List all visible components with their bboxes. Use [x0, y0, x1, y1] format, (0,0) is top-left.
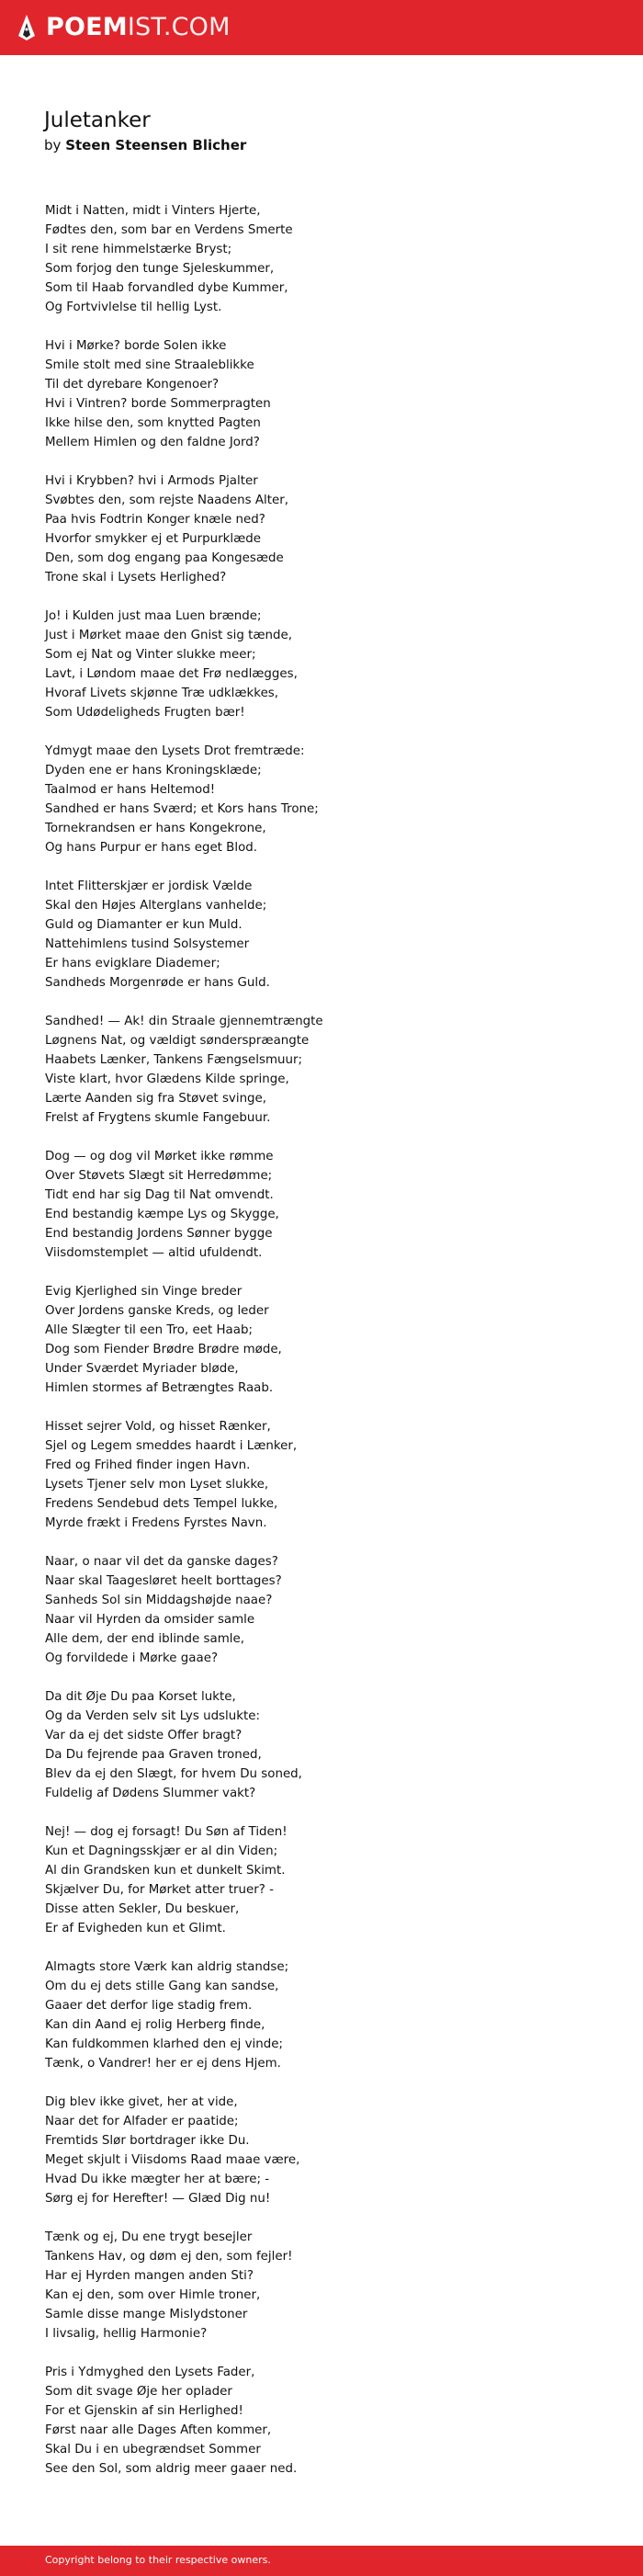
brand-strong: POEM [46, 13, 128, 41]
stanza [45, 877, 323, 993]
poem-line: Sandhed! — Ak! din Straale gjennemtrængte [45, 1015, 323, 1028]
poem-line: Skal den Højes Alterglans vanhelde; [45, 899, 267, 913]
poem-line: For et Gjenskin af sin Herlighed! [45, 2404, 243, 2418]
site-name [46, 13, 231, 42]
poem-line: Tænk, o Vandrer! her er ej dens Hjem. [45, 2057, 281, 2071]
poem-line: Var da ej det sidste Offer bragt? [45, 1729, 243, 1742]
poem-line: Mellem Himlen og den faldne Jord? [45, 436, 260, 449]
poem-line: I livsalig, hellig Harmonie? [45, 2327, 208, 2341]
poem-line: Gaaer det derfor lige stadig frem. [45, 1999, 253, 2013]
site-logo[interactable] [17, 13, 231, 42]
poem-line: End bestandig Jordens Sønner bygge [45, 1227, 273, 1241]
poem-line: End bestandig kæmpe Lys og Skygge, [45, 1208, 279, 1221]
poem-line: Og da Verden selv sit Lys udslukte: [45, 1709, 261, 1723]
poem-line: Ydmygt maae den Lysets Drot fremtræde: [45, 744, 305, 758]
poem-line: Skjælver Du, for Mørket atter truer? - [45, 1883, 274, 1897]
poem-line: Som forjog den tunge Sjeleskummer, [45, 262, 275, 276]
stanza [45, 1958, 323, 2073]
poem-line: Just i Mørket maae den Gnist sig tænde, [45, 629, 293, 642]
poem-line: Blev da ej den Slægt, for hvem Du soned, [45, 1767, 302, 1781]
poem-line: See den Sol, som aldrig meer gaaer ned. [45, 2462, 298, 2476]
by-label: by [44, 137, 62, 153]
poem-line: Over Jordens ganske Kreds, og leder [45, 1304, 269, 1318]
stanza [45, 1687, 323, 1803]
poem-line: Først naar alle Dages Aften kommer, [45, 2423, 272, 2437]
poem-line: Er hans evigklare Diademer; [45, 957, 220, 970]
stanza [45, 1282, 323, 1398]
poem-line: Viisdomstemplet — altid ufuldendt. [45, 1246, 263, 1260]
poem-line: Hvi i Krybben? hvi i Armods Pjalter [45, 474, 258, 488]
stanza [45, 607, 323, 722]
poem-line: Fred og Frihed finder ingen Havn. [45, 1458, 251, 1472]
poem-line: Sandhed er hans Sværd; et Kors hans Trone; [45, 802, 319, 816]
poem-line: Intet Flitterskjær er jordisk Vælde [45, 879, 253, 893]
poem-line: Tornekrandsen er hans Kongekrone, [45, 822, 266, 835]
poem-line: Lavt, i Løndom maae det Frø nedlægges, [45, 667, 298, 681]
poem-line: Dog — og dog vil Mørket ikke rømme [45, 1150, 274, 1163]
poem-line: Sjel og Legem smeddes haardt i Lænker, [45, 1439, 298, 1453]
poem-line: Alle Slægter til een Tro, eet Haab; [45, 1323, 253, 1337]
poem-line: Hvorfor smykker ej et Purpurklæde [45, 532, 261, 546]
poem-line: Har ej Hyrden mangen anden Sti? [45, 2269, 254, 2283]
poem-line: Paa hvis Fodtrin Konger knæle ned? [45, 513, 265, 527]
poem-line: Jo! i Kulden just maa Luen brænde; [45, 609, 262, 623]
poem-line: Kan ej den, som over Himle troner, [45, 2288, 261, 2302]
poem-line: Til det dyrebare Kongenoer? [45, 378, 220, 392]
poem-line: Dyden ene er hans Kroningsklæde; [45, 764, 262, 777]
poem-line: Og hans Purpur er hans eget Blod. [45, 841, 258, 855]
poem-line: Alle dem, der end iblinde samle, [45, 1632, 244, 1646]
poem-line: Som Udødeligheds Frugten bær! [45, 706, 245, 720]
poem-line: Lysets Tjener selv mon Lyset slukke, [45, 1478, 269, 1492]
poem-line: Fremtids Slør bortdrager ikke Du. [45, 2134, 250, 2148]
poem-line: Meget skjult i Viisdoms Raad maae være, [45, 2153, 300, 2167]
poem-line: Naar det for Alfader er paatide; [45, 2115, 239, 2128]
poem-line: Som dit svage Øje her oplader [45, 2385, 232, 2399]
poem-line: Ikke hilse den, som knytted Pagten [45, 416, 261, 430]
stanza [45, 2093, 323, 2208]
poem-body [45, 201, 323, 2498]
poem-line: Sørg ej for Herefter! — Glæd Dig nu! [45, 2192, 271, 2206]
poem-line: Skal Du i en ubegrændset Sommer [45, 2443, 261, 2457]
poem-line: I sit rene himmelstærke Bryst; [45, 243, 232, 256]
byline [44, 136, 246, 154]
poem-line: Tankens Hav, og døm ej den, som fejler! [45, 2250, 293, 2264]
poem-line: Nej! — dog ej forsagt! Du Søn af Tiden! [45, 1825, 288, 1839]
poem-line: Kan fuldkommen klarhed den ej vinde; [45, 2037, 283, 2051]
brand-light: IST.COM [127, 13, 231, 41]
stanza [45, 201, 323, 317]
poem-line: Over Støvets Slægt sit Herredømme; [45, 1169, 273, 1183]
stanza [45, 1012, 323, 1128]
poem-line: Er af Evigheden kun et Glimt. [45, 1922, 226, 1935]
poem-line: Og forvildede i Mørke gaae? [45, 1651, 219, 1665]
poem-line: Da Du fejrende paa Graven troned, [45, 1748, 262, 1762]
poem-line: Naar skal Taagesløret heelt borttages? [45, 1574, 282, 1588]
poem-line: Haabets Lænker, Tankens Fængselsmuur; [45, 1053, 303, 1067]
poem-line: Guld og Diamanter er kun Muld. [45, 918, 243, 932]
poem-line: Kun et Dagningsskjær er al din Viden; [45, 1844, 278, 1858]
poem-line: Frelst af Frygtens skumle Fangebuur. [45, 1111, 271, 1125]
pen-nib-icon [17, 14, 37, 41]
poem-line: Myrde frækt i Fredens Fyrstes Navn. [45, 1516, 267, 1530]
poem-line: Tænk og ej, Du ene trygt besejler [45, 2230, 253, 2244]
poem-line: Evig Kjerlighed sin Vinge breder [45, 1285, 243, 1299]
poem-line: Under Sværdet Myriader bløde, [45, 1362, 239, 1376]
poem-line: Trone skal i Lysets Herlighed? [45, 571, 227, 584]
stanza [45, 471, 323, 587]
poem-line: Hvi i Mørke? borde Solen ikke [45, 339, 227, 353]
poem-line: Om du ej dets stille Gang kan sandse, [45, 1980, 279, 1993]
poem-line: Hisset sejrer Vold, og hisset Rænker, [45, 1420, 271, 1434]
poem-line: Naar, o naar vil det da ganske dages? [45, 1555, 278, 1569]
poem-line: Den, som dog engang paa Kongesæde [45, 551, 284, 565]
stanza [45, 1147, 323, 1263]
poem-line: Som ej Nat og Vinter slukke meer; [45, 648, 256, 662]
author-name[interactable]: Steen Steensen Blicher [65, 137, 247, 153]
poem-line: Fødtes den, som bar en Verdens Smerte [45, 223, 293, 237]
poem-line: Disse atten Sekler, Du beskuer, [45, 1902, 240, 1916]
stanza [45, 1552, 323, 1668]
poem-line: Hvoraf Livets skjønne Træ udklækkes, [45, 687, 279, 700]
poem-line: Svøbtes den, som rejste Naadens Alter, [45, 494, 288, 507]
poem-line: Tidt end har sig Dag til Nat omvendt. [45, 1188, 274, 1202]
poem-line: Sanheds Sol sin Middagshøjde naae? [45, 1594, 273, 1607]
poem-line: Hvad Du ikke mægter her at bære; - [45, 2173, 270, 2186]
poem-line: Al din Grandsken kun et dunkelt Skimt. [45, 1864, 286, 1878]
poem-line: Nattehimlens tusind Solsystemer [45, 937, 250, 951]
poem-line: Dig blev ikke givet, her at vide, [45, 2095, 238, 2109]
poem-line: Fredens Sendebud dets Tempel lukke, [45, 1497, 278, 1511]
poem-line: Og Fortvivlelse til hellig Lyst. [45, 301, 222, 314]
poem-line: Smile stolt med sine Straaleblikke [45, 358, 254, 372]
poem-line: Lærte Aanden sig fra Støvet svinge, [45, 1092, 267, 1106]
stanza [45, 2228, 323, 2343]
poem-line: Naar vil Hyrden da omsider samle [45, 1613, 255, 1627]
stanza [45, 336, 323, 452]
poem-title: Juletanker [44, 108, 151, 132]
poem-line: Viste klart, hvor Glædens Kilde springe, [45, 1072, 289, 1086]
poem-line: Samle disse mange Mislydstoner [45, 2308, 248, 2321]
poem-line: Himlen stormes af Betrængtes Raab. [45, 1381, 274, 1395]
poem-line: Da dit Øje Du paa Korset lukte, [45, 1690, 236, 1704]
site-footer [0, 2546, 643, 2576]
stanza [45, 742, 323, 857]
copyright-notice: Copyright belong to their respective owners. [45, 2554, 271, 2566]
poem-line: Løgnens Nat, og vældigt sønderspræangte [45, 1034, 310, 1048]
stanza [45, 1822, 323, 1938]
poem-line: Hvi i Vintren? borde Sommerpragten [45, 397, 271, 411]
poem-line: Pris i Ydmyghed den Lysets Fader, [45, 2366, 255, 2379]
stanza [45, 1417, 323, 1533]
site-header [0, 0, 643, 55]
poem-line: Som til Haab forvandled dybe Kummer, [45, 281, 288, 295]
poem-line: Kan din Aand ej rolig Herberg finde, [45, 2018, 265, 2032]
poem-line: Taalmod er hans Heltemod! [45, 783, 216, 797]
poem-line: Midt i Natten, midt i Vinters Hjerte, [45, 204, 261, 218]
poem-line: Dog som Fiender Brødre Brødre møde, [45, 1343, 282, 1356]
poem-line: Sandheds Morgenrøde er hans Guld. [45, 976, 270, 990]
stanza [45, 2363, 323, 2479]
poem-line: Fuldelig af Dødens Slummer vakt? [45, 1787, 256, 1800]
poem-header [44, 107, 246, 154]
poem-line: Almagts store Værk kan aldrig standse; [45, 1960, 289, 1974]
